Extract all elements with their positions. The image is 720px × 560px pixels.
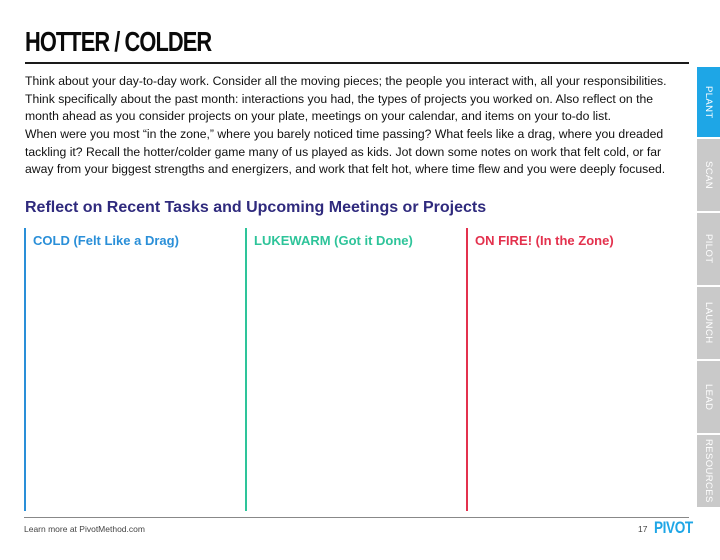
section-heading: Reflect on Recent Tasks and Upcoming Meetings or Projects — [25, 199, 487, 216]
footer-divider — [24, 517, 689, 518]
side-tab-plant[interactable] — [697, 67, 720, 137]
side-tab-lead[interactable] — [697, 361, 720, 433]
on-fire-column[interactable] — [466, 228, 668, 511]
on-fire-column-heading: ON FIRE! (In the Zone) — [475, 233, 614, 248]
lukewarm-column[interactable] — [245, 228, 447, 511]
cold-column-heading: COLD (Felt Like a Drag) — [33, 233, 179, 248]
footer-link[interactable]: Learn more at PivotMethod.com — [24, 524, 145, 534]
side-tab-label: PILOT — [703, 234, 714, 264]
intro-paragraph: Think about your day-to-day work. Consider all the moving pieces; the people you interact with, all your responsibilities. Think specifically about the past month: interactions you had, the types of projects you worked on. Also reflect on the month ahead as you consider projects on your plate, meetings on your calendar, and items on your to-do list. — [25, 74, 667, 123]
side-tab-label: LEAD — [703, 383, 714, 411]
lukewarm-column-heading: LUKEWARM (Got it Done) — [254, 233, 413, 248]
instructions-paragraph: When were you most “in the zone,” where you barely noticed time passing? What feels like a drag, where you dreaded tackling it? Recall the hotter/colder game many of us played as kids. Jot down some notes on work that felt cold, or far away from your biggest strengths and energizers, and work that felt hot, where time flew and you were deeply focused. — [25, 127, 666, 176]
page-number: 17 — [638, 524, 648, 534]
side-tab-label: PLANT — [703, 85, 714, 119]
side-nav — [697, 67, 720, 507]
pivot-logo: PIVOT — [654, 518, 693, 537]
page-title: HOTTER / COLDER — [25, 26, 212, 57]
side-tab-resources[interactable] — [697, 435, 720, 507]
side-tab-launch[interactable] — [697, 287, 720, 359]
side-tab-scan[interactable] — [697, 139, 720, 211]
title-divider — [25, 62, 689, 64]
side-tab-pilot[interactable] — [697, 213, 720, 285]
cold-column[interactable] — [24, 228, 226, 511]
side-tab-label: RESOURCES — [703, 439, 714, 503]
side-tab-label: LAUNCH — [703, 302, 714, 344]
side-tab-label: SCAN — [703, 161, 714, 189]
